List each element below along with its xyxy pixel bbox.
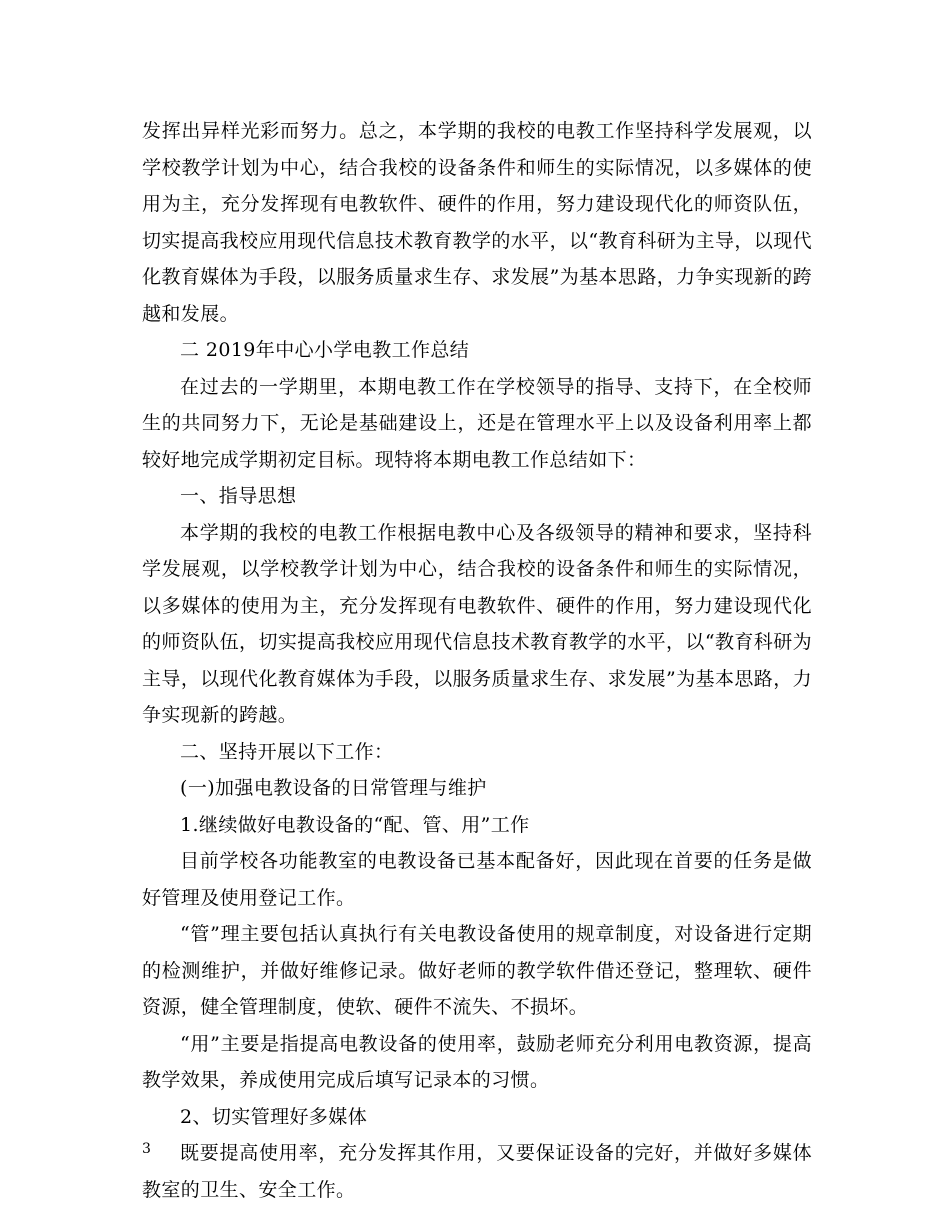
item-heading-1: 1.继续做好电教设备的“配、管、用”工作	[180, 813, 530, 836]
paragraph-equipment-status: 目前学校各功能教室的电教设备已基本配备好，因此现在首要的任务是做好管理及使用登记工作。	[142, 850, 812, 909]
page-number: 3	[142, 1141, 151, 1157]
paragraph-usage: “用”主要是指提高电教设备的使用率，鼓励老师充分利用电教资源，提高教学效果，养成使用完成后填写记录本的习惯。	[142, 1032, 812, 1091]
section-heading-2019-summary: 二 2019年中心小学电教工作总结	[180, 339, 470, 361]
document-body	[142, 113, 812, 1208]
heading-ongoing-work: 二、坚持开展以下工作：	[180, 740, 394, 763]
heading-guiding-ideology: 一、指导思想	[180, 485, 297, 507]
subheading-equipment-management: (一)加强电教设备的日常管理与维护	[180, 777, 487, 799]
paragraph-guiding-ideology: 本学期的我校的电教工作根据电教中心及各级领导的精神和要求，坚持科学发展观，以学校教学计划为中心，结合我校的设备条件和师生的实际情况，以多媒体的使用为主，充分发挥现有电教软件、硬件的作用，努力建设现代化的师资队伍，切实提高我校应用现代信息技术教育教学的水平，以“教育科研为主导，以现代化教育媒体为手段，以服务质量求生存、求发展”为基本思路，力争实现新的跨越。	[142, 521, 812, 726]
paragraph-introduction: 在过去的一学期里，本期电教工作在学校领导的指导、支持下，在全校师生的共同努力下，无论是基础建设上，还是在管理水平上以及设备利用率上都较好地完成学期初定目标。现特将本期电教工作总结如下：	[142, 375, 812, 471]
paragraph-management: “管”理主要包括认真执行有关电教设备使用的规章制度，对设备进行定期的检测维护，并做好维修记录。做好老师的教学软件借还登记，整理软、硬件资源，健全管理制度，使软、硬件不流失、不损坏。	[142, 923, 812, 1018]
paragraph-multimedia: 既要提高使用率，充分发挥其作用，又要保证设备的完好，并做好多媒体教室的卫生、安全工作。	[142, 1142, 812, 1201]
paragraph-1: 发挥出异样光彩而努力。总之，本学期的我校的电教工作坚持科学发展观，以学校教学计划为中心，结合我校的设备条件和师生的实际情况，以多媒体的使用为主，充分发挥现有电教软件、硬件的作用，努力建设现代化的师资队伍，切实提高我校应用现代信息技术教育教学的水平，以“教育科研为主导，以现代化教育媒体为手段，以服务质量求生存、求发展”为基本思路，力争实现新的跨越和发展。	[142, 120, 812, 325]
item-heading-2: 2、切实管理好多媒体	[180, 1105, 368, 1128]
